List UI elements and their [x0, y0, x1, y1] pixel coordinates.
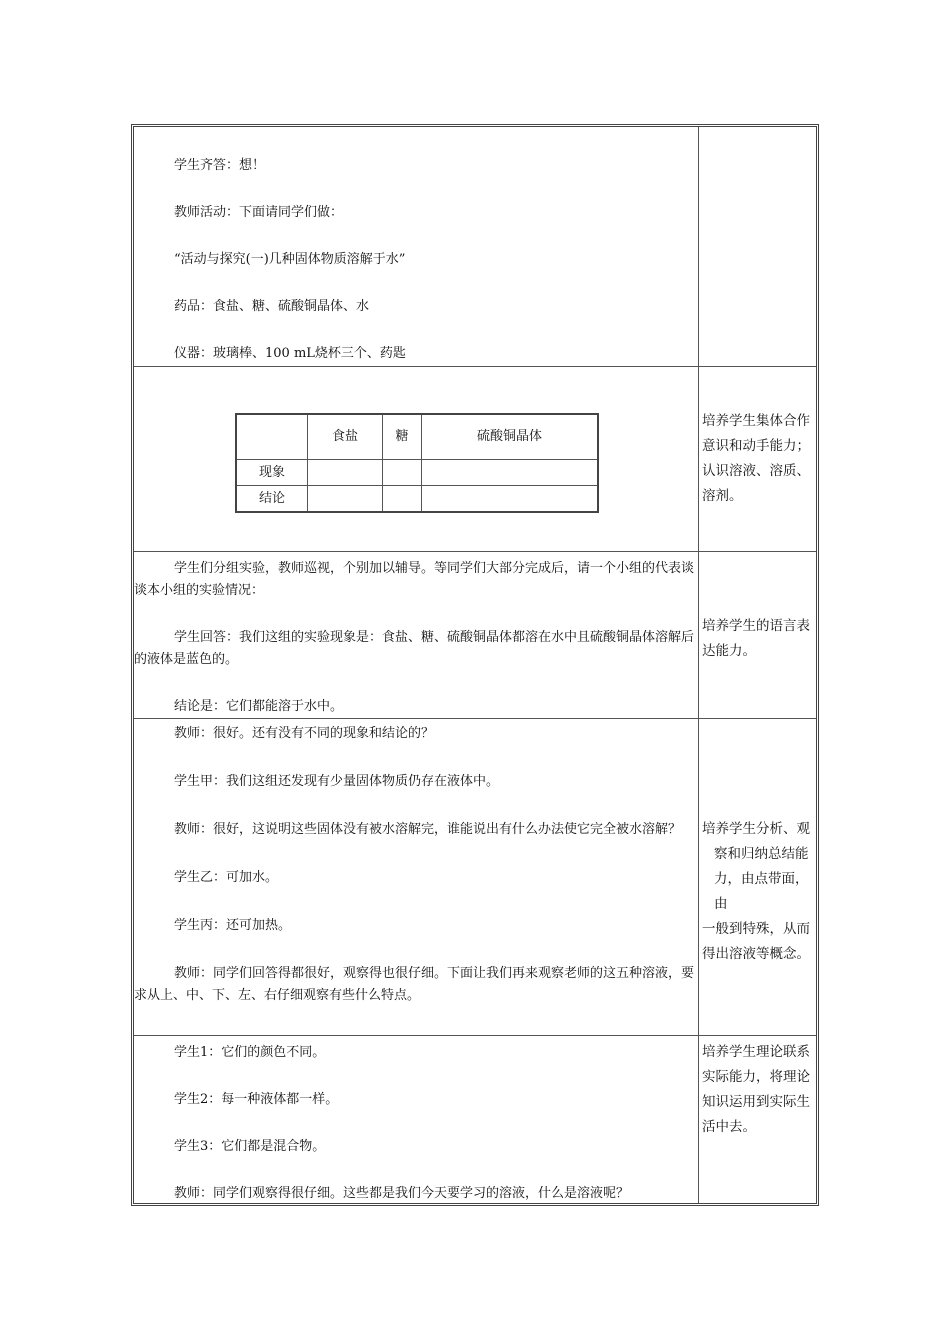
- header-cell-sugar: 糖: [383, 414, 422, 460]
- table-cell: [383, 460, 422, 486]
- paragraph: 学生们分组实验，教师巡视，个别加以辅导。等同学们大部分完成后，请一个小组的代表谈谈本小组的实验情况：: [134, 561, 695, 598]
- paragraph: 学生丙：还可加热。: [174, 918, 292, 933]
- note-cell: [699, 1036, 816, 1203]
- note-cell: [699, 367, 816, 551]
- paragraph: 结论是：它们都能溶于水中。: [174, 699, 344, 714]
- header-cell-blank: [236, 414, 308, 460]
- paragraph: 教师：同学们观察得很仔细。这些都是我们今天要学习的溶液，什么是溶液呢？: [174, 1186, 630, 1201]
- table-cell: [422, 486, 599, 513]
- experiment-table: [235, 413, 599, 513]
- main-cell: [134, 367, 699, 551]
- paragraph: 学生3：它们都是混合物。: [174, 1139, 326, 1154]
- note-text: 培养学生的语言表达能力。: [702, 618, 810, 659]
- note-text: 培养学生理论联系实际能力，将理论知识运用到实际生活中去。: [702, 1044, 810, 1135]
- note-line: 力，由点带面，由: [714, 871, 809, 912]
- header-cell-salt: 食盐: [308, 414, 383, 460]
- paragraph: 仪器：玻璃棒、100 mL烧杯三个、药匙: [174, 346, 406, 361]
- main-cell: [134, 1036, 699, 1203]
- table-cell: [308, 460, 383, 486]
- note-line: 培养学生分析、观: [702, 821, 810, 837]
- paragraph: 教师活动：下面请同学们做：: [174, 205, 344, 220]
- note-cell: [699, 127, 816, 366]
- paragraph: 教师：同学们回答得都很好，观察得也很仔细。下面让我们再来观察老师的这五种溶液，要求从上、中、下、左、右仔细观察有些什么特点。: [134, 966, 695, 1003]
- paragraph: 学生甲：我们这组还发现有少量固体物质仍存在液体中。: [174, 774, 500, 789]
- main-cell: [134, 552, 699, 718]
- paragraph: 学生回答：我们这组的实验现象是：食盐、糖、硫酸铜晶体都溶在水中且硫酸铜晶体溶解后的液体是蓝色的。: [134, 630, 695, 667]
- paragraph: 学生1：它们的颜色不同。: [174, 1045, 326, 1060]
- paragraph: 学生乙：可加水。: [174, 870, 279, 885]
- paragraph: 药品：食盐、糖、硫酸铜晶体、水: [174, 299, 370, 314]
- note-cell: [699, 552, 816, 718]
- table-cell: [383, 486, 422, 513]
- note-line: 得出溶液等概念。: [702, 946, 810, 962]
- note-text: 培养学生集体合作意识和动手能力；认识溶液、溶质、溶剂。: [702, 413, 810, 504]
- table-row: [134, 551, 816, 718]
- paragraph: 教师：很好，这说明这些固体没有被水溶解完，谁能说出有什么办法使它完全被水溶解？: [174, 822, 682, 837]
- row-label-phenomenon: 现象: [236, 460, 308, 486]
- header-cell-copper-sulfate: 硫酸铜晶体: [422, 414, 599, 460]
- table-cell: [422, 460, 599, 486]
- paragraph: 学生2：每一种液体都一样。: [174, 1092, 339, 1107]
- table-cell: [308, 486, 383, 513]
- note-cell: [699, 719, 816, 1035]
- row-label-conclusion: 结论: [236, 486, 308, 513]
- table-row: [134, 1035, 816, 1203]
- table-row: [134, 366, 816, 551]
- lesson-plan-table: [131, 124, 819, 1206]
- note-line: 一般到特殊，从而: [702, 921, 810, 937]
- paragraph: “活动与探究(一)几种固体物质溶解于水”: [174, 252, 406, 267]
- paragraph: 学生齐答：想！: [174, 158, 266, 173]
- table-row: [134, 718, 816, 1035]
- main-cell: [134, 127, 699, 366]
- table-row: [134, 127, 816, 366]
- main-cell: [134, 719, 699, 1035]
- paragraph: 教师：很好。还有没有不同的现象和结论的？: [174, 726, 435, 741]
- note-line: 察和归纳总结能: [714, 846, 809, 862]
